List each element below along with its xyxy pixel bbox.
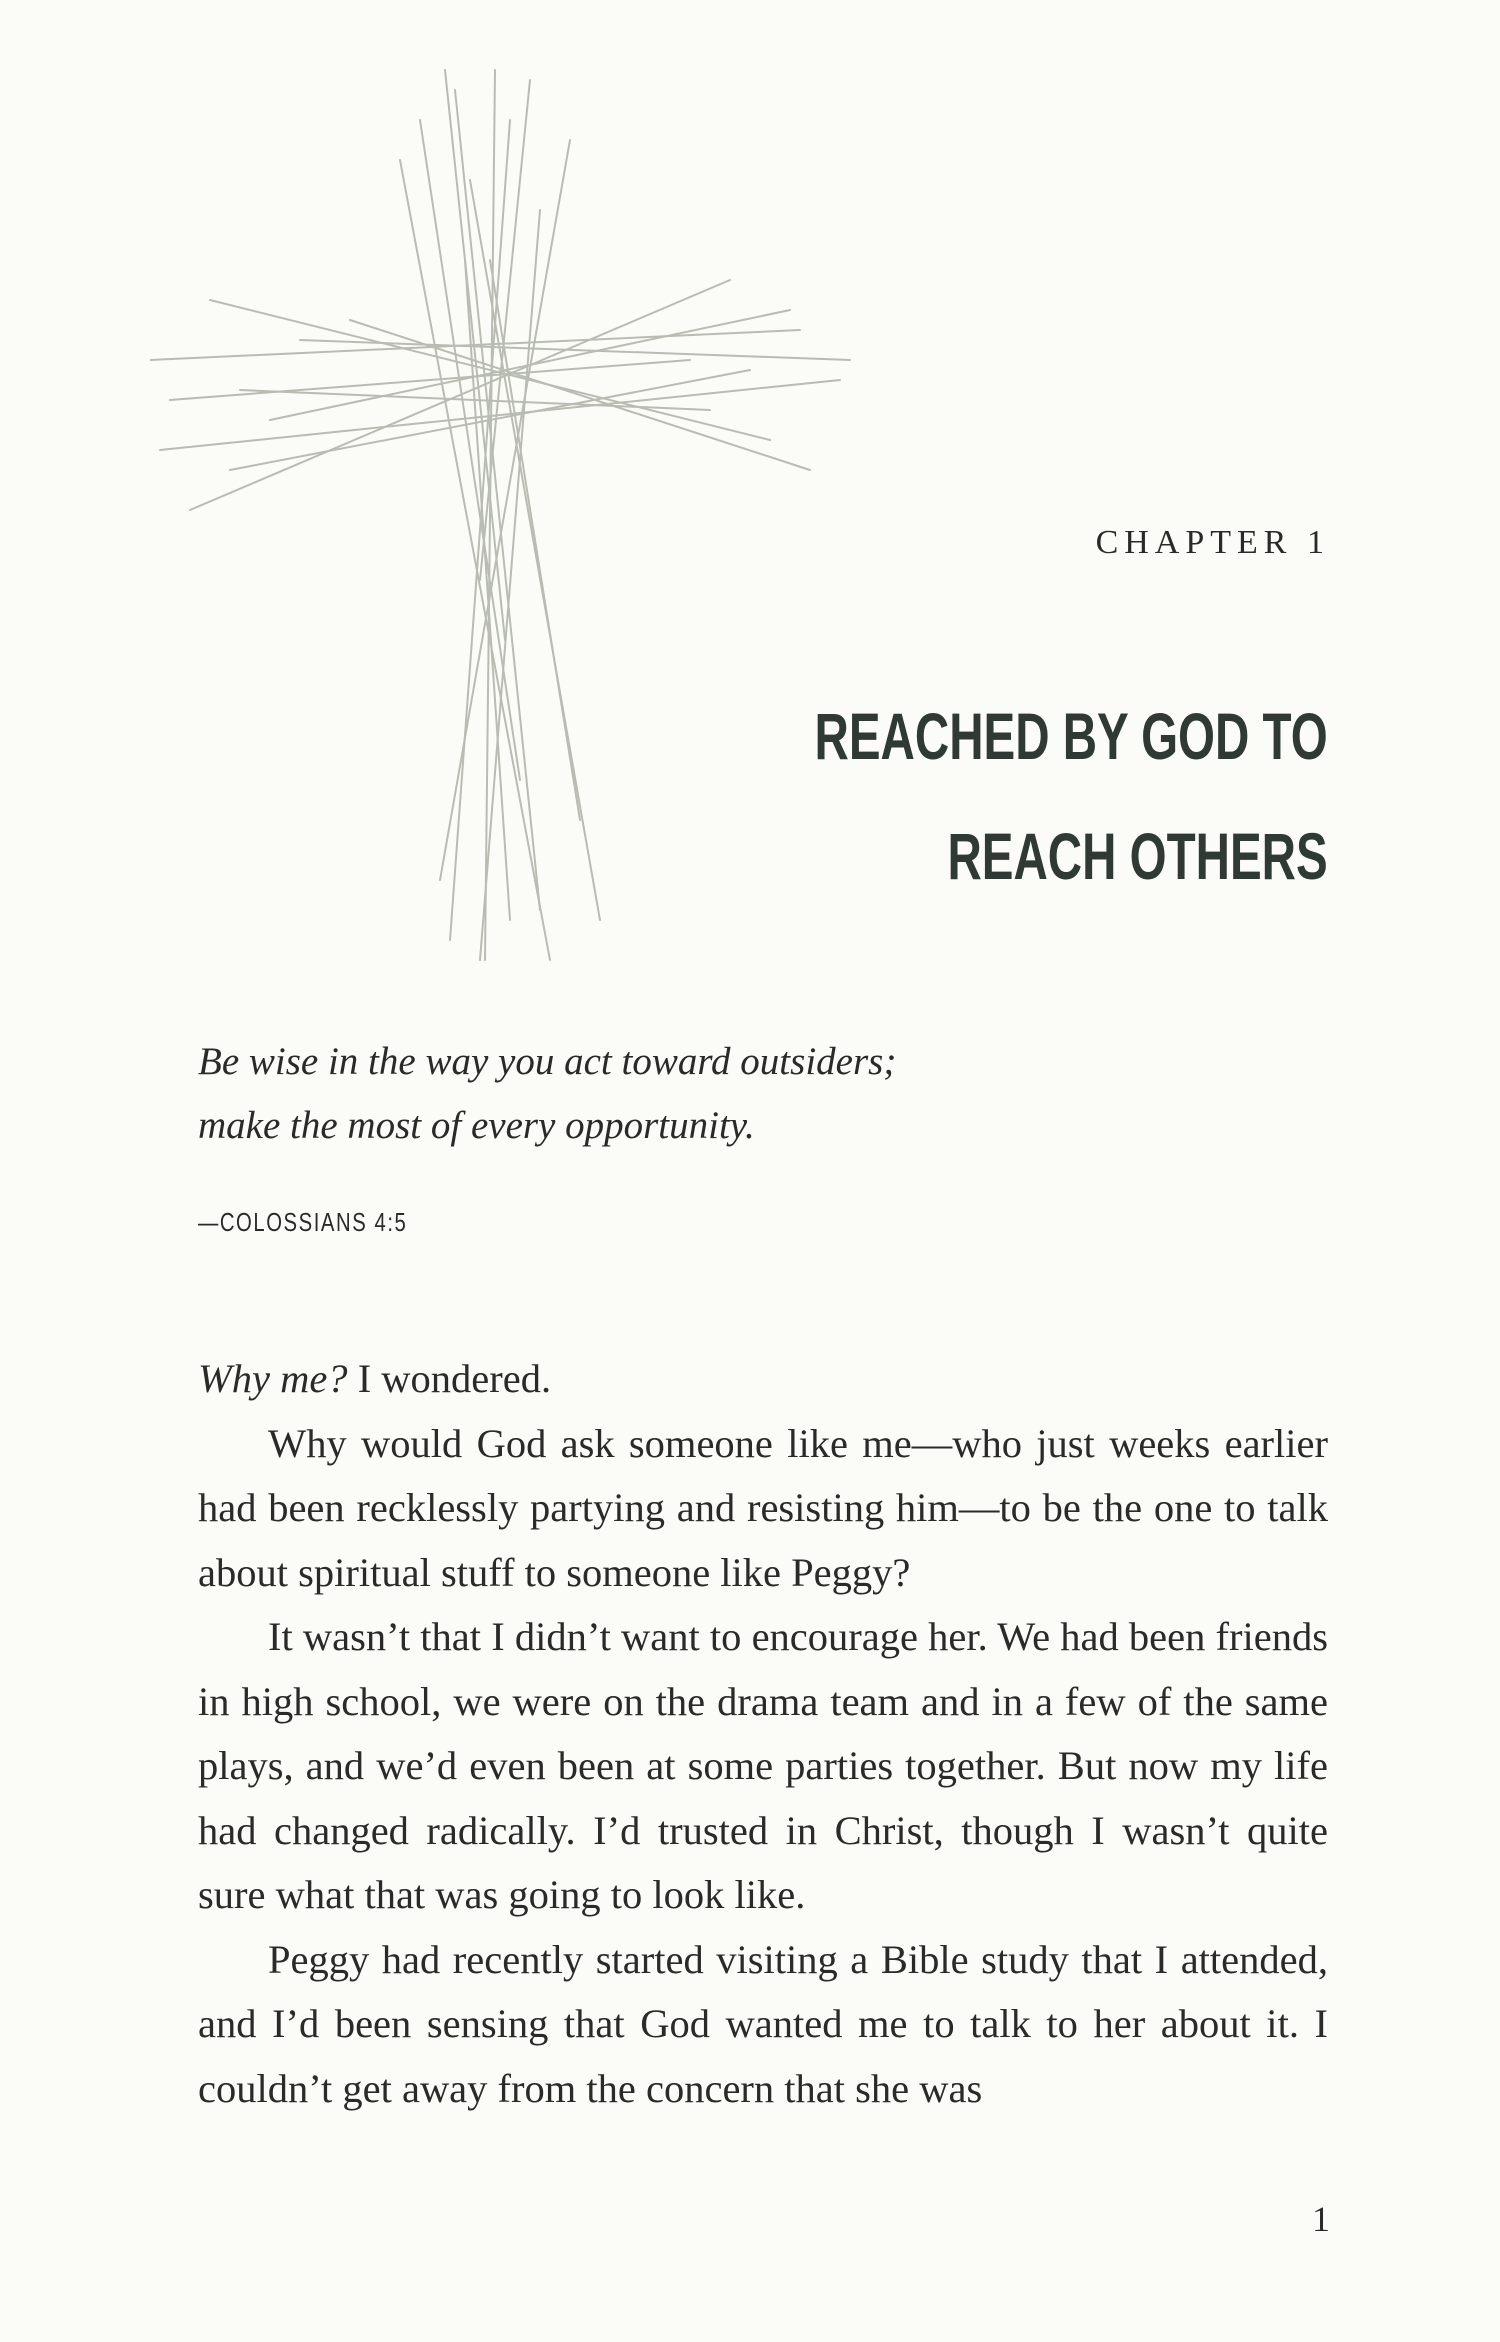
chapter-number: CHAPTER 1 bbox=[1095, 524, 1330, 561]
epigraph-line-1: Be wise in the way you act toward outsiders; bbox=[198, 1040, 897, 1083]
chapter-title-line-1: REACHED BY GOD TO bbox=[814, 699, 1328, 773]
epigraph-citation: —COLOSSIANS 4:5 bbox=[198, 1207, 408, 1237]
epigraph-quote bbox=[198, 1030, 1098, 1158]
paragraph-1-rest: I wondered. bbox=[347, 1356, 552, 1401]
paragraph-1 bbox=[198, 1347, 1328, 1412]
chapter-title-line-2: REACH OTHERS bbox=[947, 819, 1328, 893]
chapter-title bbox=[815, 676, 1328, 916]
cross-illustration bbox=[150, 60, 870, 980]
paragraph-4: Peggy had recently started visiting a Bible study that I attended, and I’d been sensing that God wanted me to talk to her about it. I couldn’t get away from the concern that she was bbox=[198, 1936, 1328, 2111]
paragraph-2: Why would God ask someone like me—who just weeks earlier had been recklessly partying and resisting him—to be the one to talk about spiritual stuff to someone like Peggy? bbox=[198, 1420, 1328, 1595]
body-text bbox=[198, 1347, 1328, 2121]
paragraph-3: It wasn’t that I didn’t want to encourage her. We had been friends in high school, we were on the drama team and in a few of the same plays, and we’d even been at some parties together. But now my life had changed radically. I’d trusted in Christ, though I wasn’t quite sure what that was going to look like. bbox=[198, 1614, 1328, 1917]
epigraph bbox=[198, 1030, 1098, 1158]
paragraph-1-italic: Why me? bbox=[198, 1356, 348, 1401]
page-number: 1 bbox=[1312, 2199, 1330, 2239]
epigraph-line-2: make the most of every opportunity. bbox=[198, 1104, 755, 1147]
